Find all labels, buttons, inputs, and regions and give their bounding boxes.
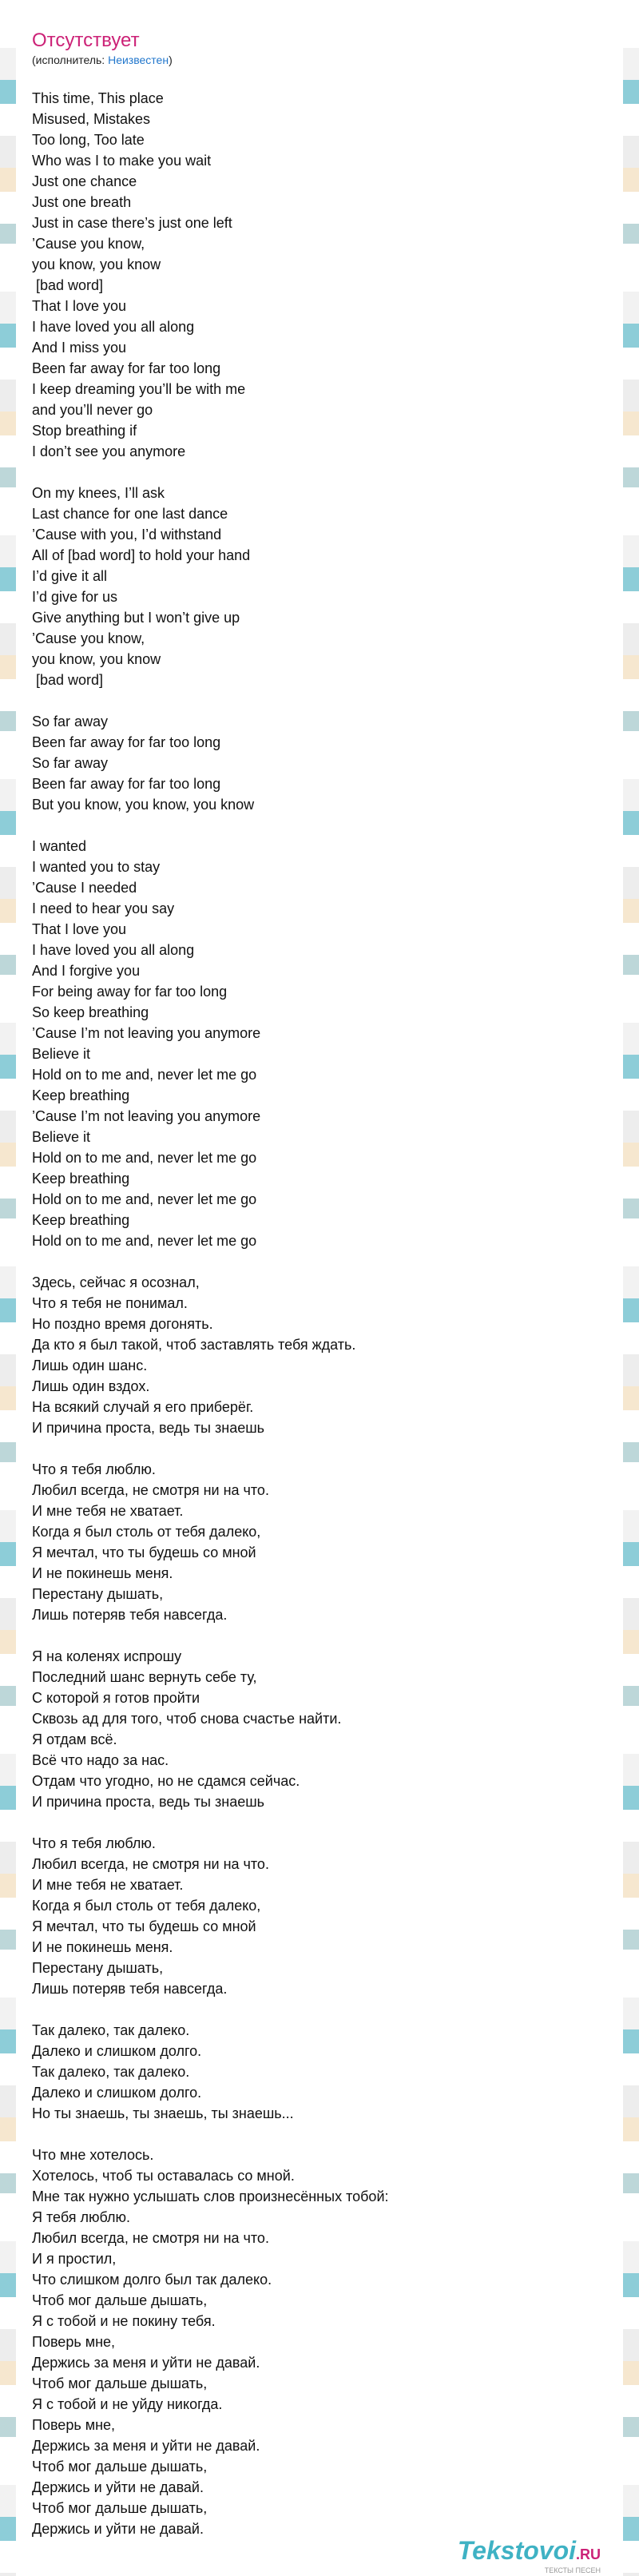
lyric-line: Что я тебя люблю.	[32, 1835, 156, 1851]
song-header	[16, 0, 623, 67]
lyric-line: For being away for far too long	[32, 984, 228, 1000]
lyric-line: I need to hear you say	[32, 900, 175, 916]
lyric-line: Перестану дышать,	[32, 1960, 164, 1976]
lyrics-stanza	[32, 88, 607, 462]
lyric-line: Чтоб мог дальше дышать,	[32, 2459, 208, 2475]
lyric-line: Перестану дышать,	[32, 1586, 164, 1602]
lyric-line: Когда я был столь от тебя далеко,	[32, 1524, 261, 1540]
lyric-line: Я тебя люблю.	[32, 2209, 131, 2225]
lyric-line: Misused, Mistakes	[32, 111, 151, 127]
lyric-line: ’Cause you know,	[32, 236, 145, 252]
lyrics-stanza	[32, 1272, 607, 1438]
lyric-line: and you’ll never go	[32, 402, 153, 418]
lyrics-stanza	[32, 1833, 607, 1999]
lyric-line: I wanted	[32, 838, 87, 854]
lyric-line: Been far away for far too long	[32, 776, 221, 792]
site-logo[interactable]	[458, 2537, 601, 2568]
lyric-line: Что я тебя не понимал.	[32, 1295, 188, 1311]
lyric-line: Я мечтал, что ты будешь со мной	[32, 1918, 256, 1934]
lyric-line: you know, you know	[32, 256, 161, 272]
lyric-line: Любил всегда, не смотря ни на что.	[32, 2230, 269, 2246]
lyric-line: И мне тебя не хватает.	[32, 1877, 184, 1893]
lyric-line: Я мечтал, что ты будешь со мной	[32, 1544, 256, 1560]
meta-prefix: (исполнитель:	[32, 54, 109, 66]
lyric-line: И я простил,	[32, 2251, 117, 2267]
logo-tagline: ТЕКСТЫ ПЕСЕН	[544, 2566, 601, 2574]
lyric-line: Я на коленях испрошу	[32, 1648, 182, 1664]
lyrics-stanza	[32, 1646, 607, 1812]
lyric-line: Лишь один вздох.	[32, 1378, 150, 1394]
lyric-line: ’Cause with you, I’d withstand	[32, 527, 222, 543]
lyric-line: И не покинешь меня.	[32, 1939, 173, 1955]
lyric-line: Been far away for far too long	[32, 360, 221, 376]
lyric-line: Всё что надо за нас.	[32, 1752, 169, 1768]
lyric-line: Been far away for far too long	[32, 734, 221, 750]
lyric-line: С которой я готов пройти	[32, 1690, 200, 1706]
lyric-line: Just one breath	[32, 194, 132, 210]
lyric-line: Последний шанс вернуть себе ту,	[32, 1669, 257, 1685]
page-content	[16, 0, 623, 2576]
lyric-line: Сквозь ад для того, чтоб снова счастье найти.	[32, 1711, 342, 1727]
lyric-line: Give anything but I won’t give up	[32, 610, 240, 626]
lyric-line: Поверь мне,	[32, 2417, 116, 2433]
lyric-line: I’d give for us	[32, 589, 118, 605]
lyric-line: Лишь потеряв тебя навсегда.	[32, 1607, 228, 1623]
lyric-line: Stop breathing if	[32, 423, 137, 439]
lyric-line: Я отдам всё.	[32, 1731, 117, 1747]
lyric-line: I don’t see you anymore	[32, 443, 186, 459]
lyric-line: I have loved you all along	[32, 942, 195, 958]
lyric-line: Отдам что угодно, но не сдамся сейчас.	[32, 1773, 300, 1789]
logo-suffix: .RU	[576, 2546, 601, 2562]
lyric-line: Но ты знаешь, ты знаешь, ты знаешь...	[32, 2105, 294, 2121]
lyric-line: Я с тобой и не уйду никогда.	[32, 2396, 223, 2412]
lyric-line: Who was I to make you wait	[32, 153, 212, 169]
lyric-line: И причина проста, ведь ты знаешь	[32, 1420, 265, 1436]
lyric-line: Just in case there’s just one left	[32, 215, 232, 231]
lyric-line: На всякий случай я его приберёг.	[32, 1399, 254, 1415]
lyric-line: Держись и уйти не давай.	[32, 2521, 204, 2537]
lyric-line: So keep breathing	[32, 1004, 149, 1020]
lyric-line: ’Cause I’m not leaving you anymore	[32, 1025, 261, 1041]
lyric-line: And I miss you	[32, 340, 127, 356]
lyric-line: Что мне хотелось.	[32, 2147, 154, 2163]
lyric-line: Я с тобой и не покину тебя.	[32, 2313, 216, 2329]
lyric-line: Здесь, сейчас я осознал,	[32, 1274, 200, 1290]
lyric-line: Believe it	[32, 1046, 91, 1062]
lyric-line: И причина проста, ведь ты знаешь	[32, 1794, 265, 1810]
lyric-line: you know, you know	[32, 651, 161, 667]
lyric-line: Да кто я был такой, чтоб заставлять тебя ждать.	[32, 1337, 356, 1353]
lyric-line: Just one chance	[32, 173, 137, 189]
lyric-line: That I love you	[32, 298, 127, 314]
lyric-line: Чтоб мог дальше дышать,	[32, 2375, 208, 2391]
lyrics-stanza	[32, 836, 607, 1251]
lyric-line: I’d give it all	[32, 568, 108, 584]
lyric-line: Так далеко, так далеко.	[32, 2022, 190, 2038]
lyric-line: So far away	[32, 714, 109, 729]
lyrics-stanza	[32, 2145, 607, 2539]
lyric-line: Keep breathing	[32, 1171, 130, 1187]
lyric-line: This time, This place	[32, 90, 164, 106]
lyric-line: But you know, you know, you know	[32, 797, 255, 813]
lyric-line: ’Cause you know,	[32, 630, 145, 646]
lyric-line: On my knees, I’ll ask	[32, 485, 165, 501]
lyric-line: That I love you	[32, 921, 127, 937]
artist-link[interactable]: Неизвестен	[108, 54, 169, 66]
lyrics-stanza	[32, 1459, 607, 1625]
lyrics-stanza	[32, 2020, 607, 2124]
lyrics-stanza	[32, 483, 607, 690]
lyric-line: ’Cause I’m not leaving you anymore	[32, 1108, 261, 1124]
lyric-line: Когда я был столь от тебя далеко,	[32, 1898, 261, 1914]
lyric-line: Хотелось, чтоб ты оставалась со мной.	[32, 2168, 295, 2184]
lyric-line: All of [bad word] to hold your hand	[32, 547, 251, 563]
lyric-line: Last chance for one last dance	[32, 506, 228, 522]
lyric-line: Too long, Too late	[32, 132, 145, 148]
song-meta	[32, 53, 607, 67]
lyric-line: Но поздно время догонять.	[32, 1316, 213, 1332]
lyric-line: I wanted you to stay	[32, 859, 161, 875]
lyric-line: Hold on to me and, never let me go	[32, 1191, 257, 1207]
lyric-line: Держись за меня и уйти не давай.	[32, 2438, 260, 2454]
lyric-line: Believe it	[32, 1129, 91, 1145]
lyric-line: Что слишком долго был так далеко.	[32, 2272, 272, 2288]
lyric-line: Лишь один шанс.	[32, 1358, 148, 1373]
lyric-line: [bad word]	[32, 672, 104, 688]
lyric-line: Чтоб мог дальше дышать,	[32, 2500, 208, 2516]
lyrics-text	[16, 67, 623, 2539]
lyric-line: Hold on to me and, never let me go	[32, 1233, 257, 1249]
lyric-line: ’Cause I needed	[32, 880, 137, 896]
logo-main: Tekstovoi	[457, 2536, 576, 2565]
lyric-line: [bad word]	[32, 277, 104, 293]
lyric-line: И не покинешь меня.	[32, 1565, 173, 1581]
lyric-line: Hold on to me and, never let me go	[32, 1067, 257, 1083]
lyric-line: Держись за меня и уйти не давай.	[32, 2355, 260, 2371]
meta-suffix: )	[169, 54, 173, 66]
lyric-line: I have loved you all along	[32, 319, 195, 335]
lyric-line: Любил всегда, не смотря ни на что.	[32, 1482, 269, 1498]
lyric-line: Так далеко, так далеко.	[32, 2064, 190, 2080]
lyric-line: Держись и уйти не давай.	[32, 2479, 204, 2495]
lyric-line: Мне так нужно услышать слов произнесённых тобой:	[32, 2188, 389, 2204]
lyric-line: So far away	[32, 755, 109, 771]
lyric-line: Keep breathing	[32, 1087, 130, 1103]
lyric-line: Что я тебя люблю.	[32, 1461, 156, 1477]
lyric-line: Далеко и слишком долго.	[32, 2085, 202, 2101]
lyric-line: And I forgive you	[32, 963, 141, 979]
lyric-line: Поверь мне,	[32, 2334, 116, 2350]
lyric-line: Лишь потеряв тебя навсегда.	[32, 1981, 228, 1997]
lyric-line: И мне тебя не хватает.	[32, 1503, 184, 1519]
lyrics-stanza	[32, 711, 607, 815]
lyric-line: Hold on to me and, never let me go	[32, 1150, 257, 1166]
page-title: Отсутствует	[32, 30, 140, 51]
lyric-line: I keep dreaming you’ll be with me	[32, 381, 246, 397]
lyric-line: Любил всегда, не смотря ни на что.	[32, 1856, 269, 1872]
lyric-line: Чтоб мог дальше дышать,	[32, 2292, 208, 2308]
lyric-line: Keep breathing	[32, 1212, 130, 1228]
lyric-line: Далеко и слишком долго.	[32, 2043, 202, 2059]
